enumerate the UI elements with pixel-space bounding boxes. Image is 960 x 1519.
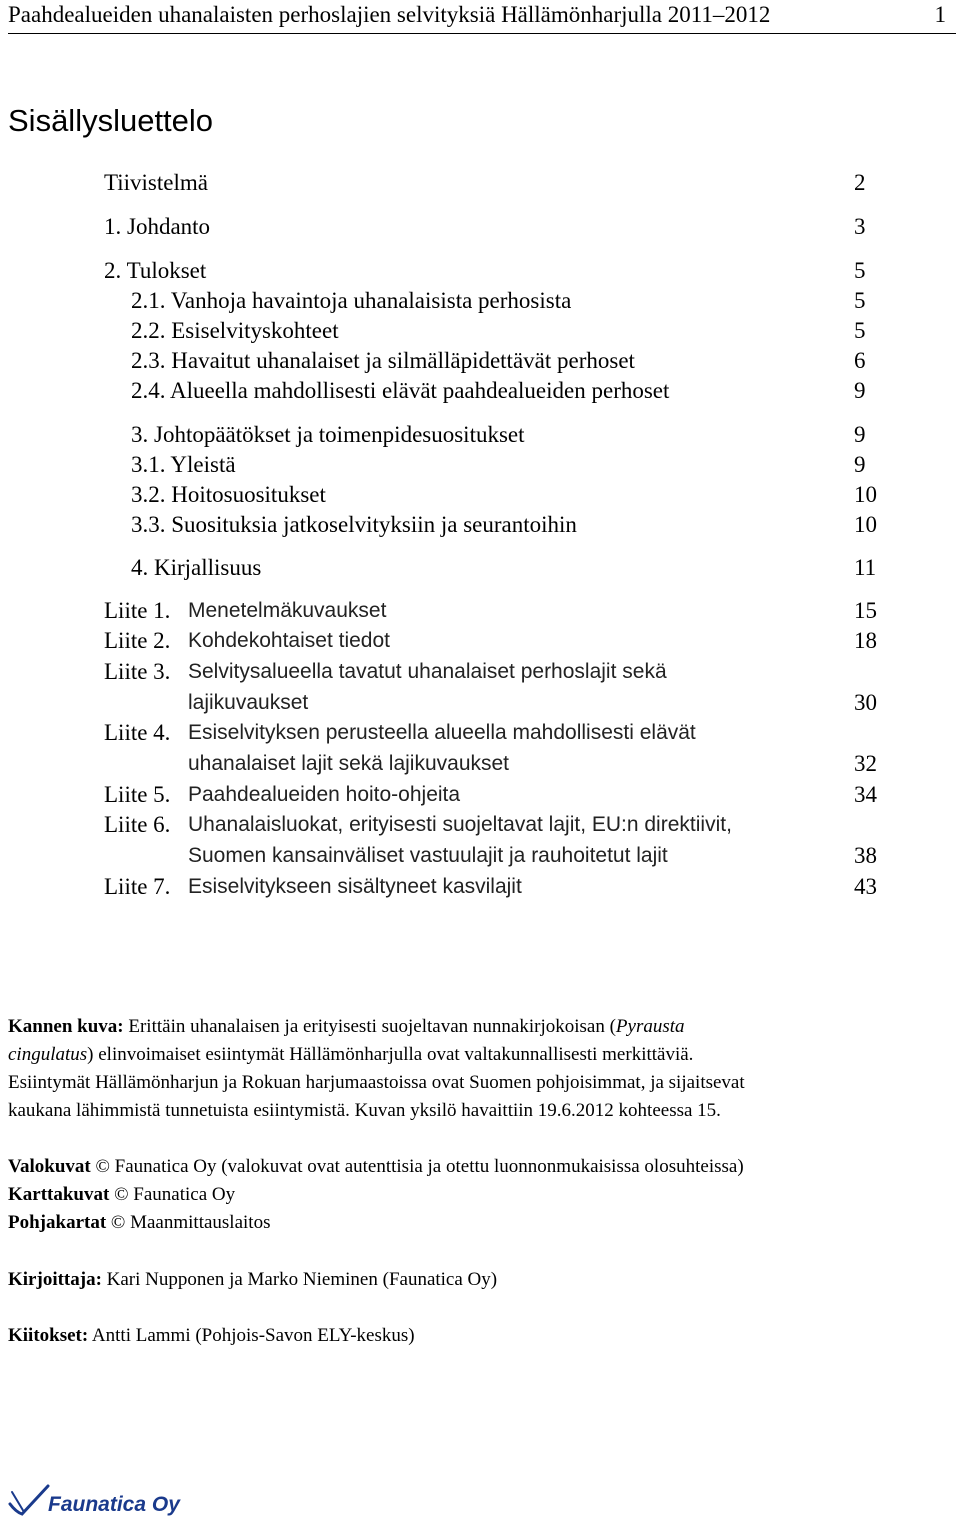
toc-entry-tiivistelma[interactable] [104, 168, 866, 198]
appendix-page: 38 [854, 843, 877, 868]
toc-entry-page: 9 [854, 378, 866, 403]
cover-note-line-3: Esiintymät Hällämönharjun ja Rokuan harjumaastoissa ovat Suomen pohjoisimmat, ja sijaitsevat [8, 1072, 745, 1093]
appendix-title-continued: Suomen kansainväliset vastuulajit ja rauhoitetut lajit [188, 844, 668, 867]
appendix-title-continued: lajikuvaukset [188, 691, 309, 714]
toc-appendix-2[interactable] [104, 626, 877, 656]
credit-authors-text: Kari Nupponen ja Marko Nieminen (Faunatica Oy) [106, 1269, 498, 1290]
toc-entry-3-3[interactable] [131, 510, 877, 540]
toc-appendix-6[interactable] [104, 810, 877, 868]
toc-entry-label: 3.2. Hoitosuositukset [131, 482, 326, 507]
appendix-title: Esiselvityksen perusteella alueella mahdollisesti elävät [188, 721, 696, 744]
toc-appendix-1[interactable] [104, 596, 877, 626]
credit-basemaps-label: Pohjakartat [8, 1212, 107, 1233]
toc-appendix-5[interactable] [104, 780, 877, 810]
logo-text: Faunatica Oy [48, 1493, 180, 1516]
appendix-page: 43 [854, 874, 877, 899]
toc-entry-page: 3 [854, 214, 866, 239]
appendix-number: Liite 3. [104, 659, 171, 684]
appendix-number: Liite 2. [104, 628, 171, 653]
credit-photos [8, 1153, 744, 1181]
appendix-title: Menetelmäkuvaukset [188, 599, 387, 622]
toc-title: Sisällysluettelo [8, 103, 214, 138]
header-rule [8, 33, 956, 34]
cover-note-label: Kannen kuva: [8, 1016, 124, 1037]
toc-entry-page: 2 [854, 170, 866, 195]
appendix-title: Esiselvitykseen sisältyneet kasvilajit [188, 875, 522, 898]
toc-entry-label: 2.4. Alueella mahdollisesti elävät paahdealueiden perhoset [131, 378, 670, 403]
credit-maps-text: © Faunatica Oy [114, 1184, 236, 1205]
toc-entry-page: 9 [854, 422, 866, 447]
toc-entry-3-1[interactable] [131, 450, 866, 480]
faunatica-logo [8, 1482, 208, 1516]
toc-entry-label: Tiivistelmä [104, 170, 208, 195]
species-genus: Pyrausta [615, 1016, 685, 1037]
toc-entry-label: 4. Kirjallisuus [131, 555, 262, 580]
credit-basemaps-text: © Maanmittauslaitos [110, 1212, 271, 1233]
toc-entry-page: 11 [854, 555, 877, 580]
toc-entry-label: 2.1. Vanhoja havaintoja uhanalaisista perhosista [131, 288, 572, 313]
page-number: 1 [934, 2, 946, 27]
toc-entry-2-1[interactable] [131, 286, 866, 316]
appendix-page: 15 [854, 598, 877, 623]
toc-entry-2-3[interactable] [131, 346, 866, 376]
toc-entry-page: 6 [854, 348, 866, 373]
toc-entry-label: 2.2. Esiselvityskohteet [131, 318, 339, 343]
appendix-number: Liite 7. [104, 874, 171, 899]
appendix-page: 32 [854, 751, 877, 776]
toc-entry-page: 10 [854, 482, 877, 507]
credit-authors-label: Kirjoittaja: [8, 1269, 102, 1290]
toc-entry-page: 5 [854, 288, 866, 313]
appendix-title: Selvitysalueella tavatut uhanalaiset perhoslajit sekä [188, 660, 667, 683]
toc-entry-label: 2.3. Havaitut uhanalaiset ja silmälläpidettävät perhoset [131, 348, 635, 373]
credit-maps [8, 1181, 235, 1209]
credit-basemaps [8, 1209, 270, 1237]
appendix-number: Liite 1. [104, 598, 171, 623]
credit-maps-label: Karttakuvat [8, 1184, 110, 1205]
appendix-page: 18 [854, 628, 877, 653]
running-header-title: Paahdealueiden uhanalaisten perhoslajien selvityksiä Hällämönharjulla 2011–2012 [8, 2, 771, 27]
toc-entry-page: 5 [854, 258, 866, 283]
toc-entry-johtopaatokset[interactable] [131, 420, 866, 450]
toc-entry-label: 3. Johtopäätökset ja toimenpidesuositukset [131, 422, 525, 447]
toc-entry-page: 10 [854, 512, 877, 537]
toc-entry-page: 9 [854, 452, 866, 477]
toc-entry-2-2[interactable] [131, 316, 866, 346]
credit-thanks [8, 1322, 415, 1350]
credit-thanks-text: Antti Lammi (Pohjois-Savon ELY-keskus) [91, 1325, 415, 1346]
appendix-number: Liite 6. [104, 812, 171, 837]
appendix-title: Paahdealueiden hoito-ohjeita [188, 783, 461, 806]
appendix-title: Kohdekohtaiset tiedot [188, 629, 390, 652]
toc-entry-tulokset[interactable] [104, 256, 866, 286]
toc-appendix-3[interactable] [104, 657, 877, 715]
appendix-title: Uhanalaisluokat, erityisesti suojeltavat lajit, EU:n direktiivit, [188, 813, 732, 836]
appendix-number: Liite 4. [104, 720, 171, 745]
credit-photos-label: Valokuvat [8, 1156, 91, 1177]
credit-authors [8, 1266, 497, 1294]
cover-note-text: ) elinvoimaiset esiintymät Hällämönharjulla ovat valtakunnallisesti merkittäviä. [87, 1044, 694, 1065]
appendix-page: 34 [854, 782, 877, 807]
toc-entry-label: 3.3. Suosituksia jatkoselvityksiin ja seurantoihin [131, 512, 577, 537]
credit-thanks-label: Kiitokset: [8, 1325, 89, 1346]
toc-entry-johdanto[interactable] [104, 212, 866, 242]
toc-entry-label: 1. Johdanto [104, 214, 211, 239]
toc-entry-kirjallisuus[interactable] [131, 553, 877, 583]
appendix-title-continued: uhanalaiset lajit sekä lajikuvaukset [188, 752, 510, 775]
toc-appendix-7[interactable] [104, 872, 877, 902]
cover-note-text: Erittäin uhanalaisen ja erityisesti suojeltavan nunnakirjokoisan ( [128, 1016, 616, 1037]
cover-note-line-1 [8, 1013, 685, 1041]
cover-note-line-4: kaukana lähimmistä tunnetuista esiintymistä. Kuvan yksilö havaittiin 19.6.2012 kohteessa 15. [8, 1100, 721, 1121]
species-epithet: cingulatus [8, 1044, 88, 1065]
toc-entry-2-4[interactable] [131, 376, 866, 406]
toc-entry-page: 5 [854, 318, 866, 343]
toc-entry-3-2[interactable] [131, 480, 877, 510]
cover-note-line-2 [8, 1041, 693, 1069]
appendix-page: 30 [854, 690, 877, 715]
toc-entry-label: 3.1. Yleistä [131, 452, 236, 477]
toc-entry-label: 2. Tulokset [104, 258, 207, 283]
credit-photos-text: © Faunatica Oy (valokuvat ovat autenttisia ja otettu luonnonmukaisissa olosuhteissa) [95, 1156, 744, 1177]
appendix-number: Liite 5. [104, 782, 171, 807]
toc-appendix-4[interactable] [104, 718, 877, 776]
